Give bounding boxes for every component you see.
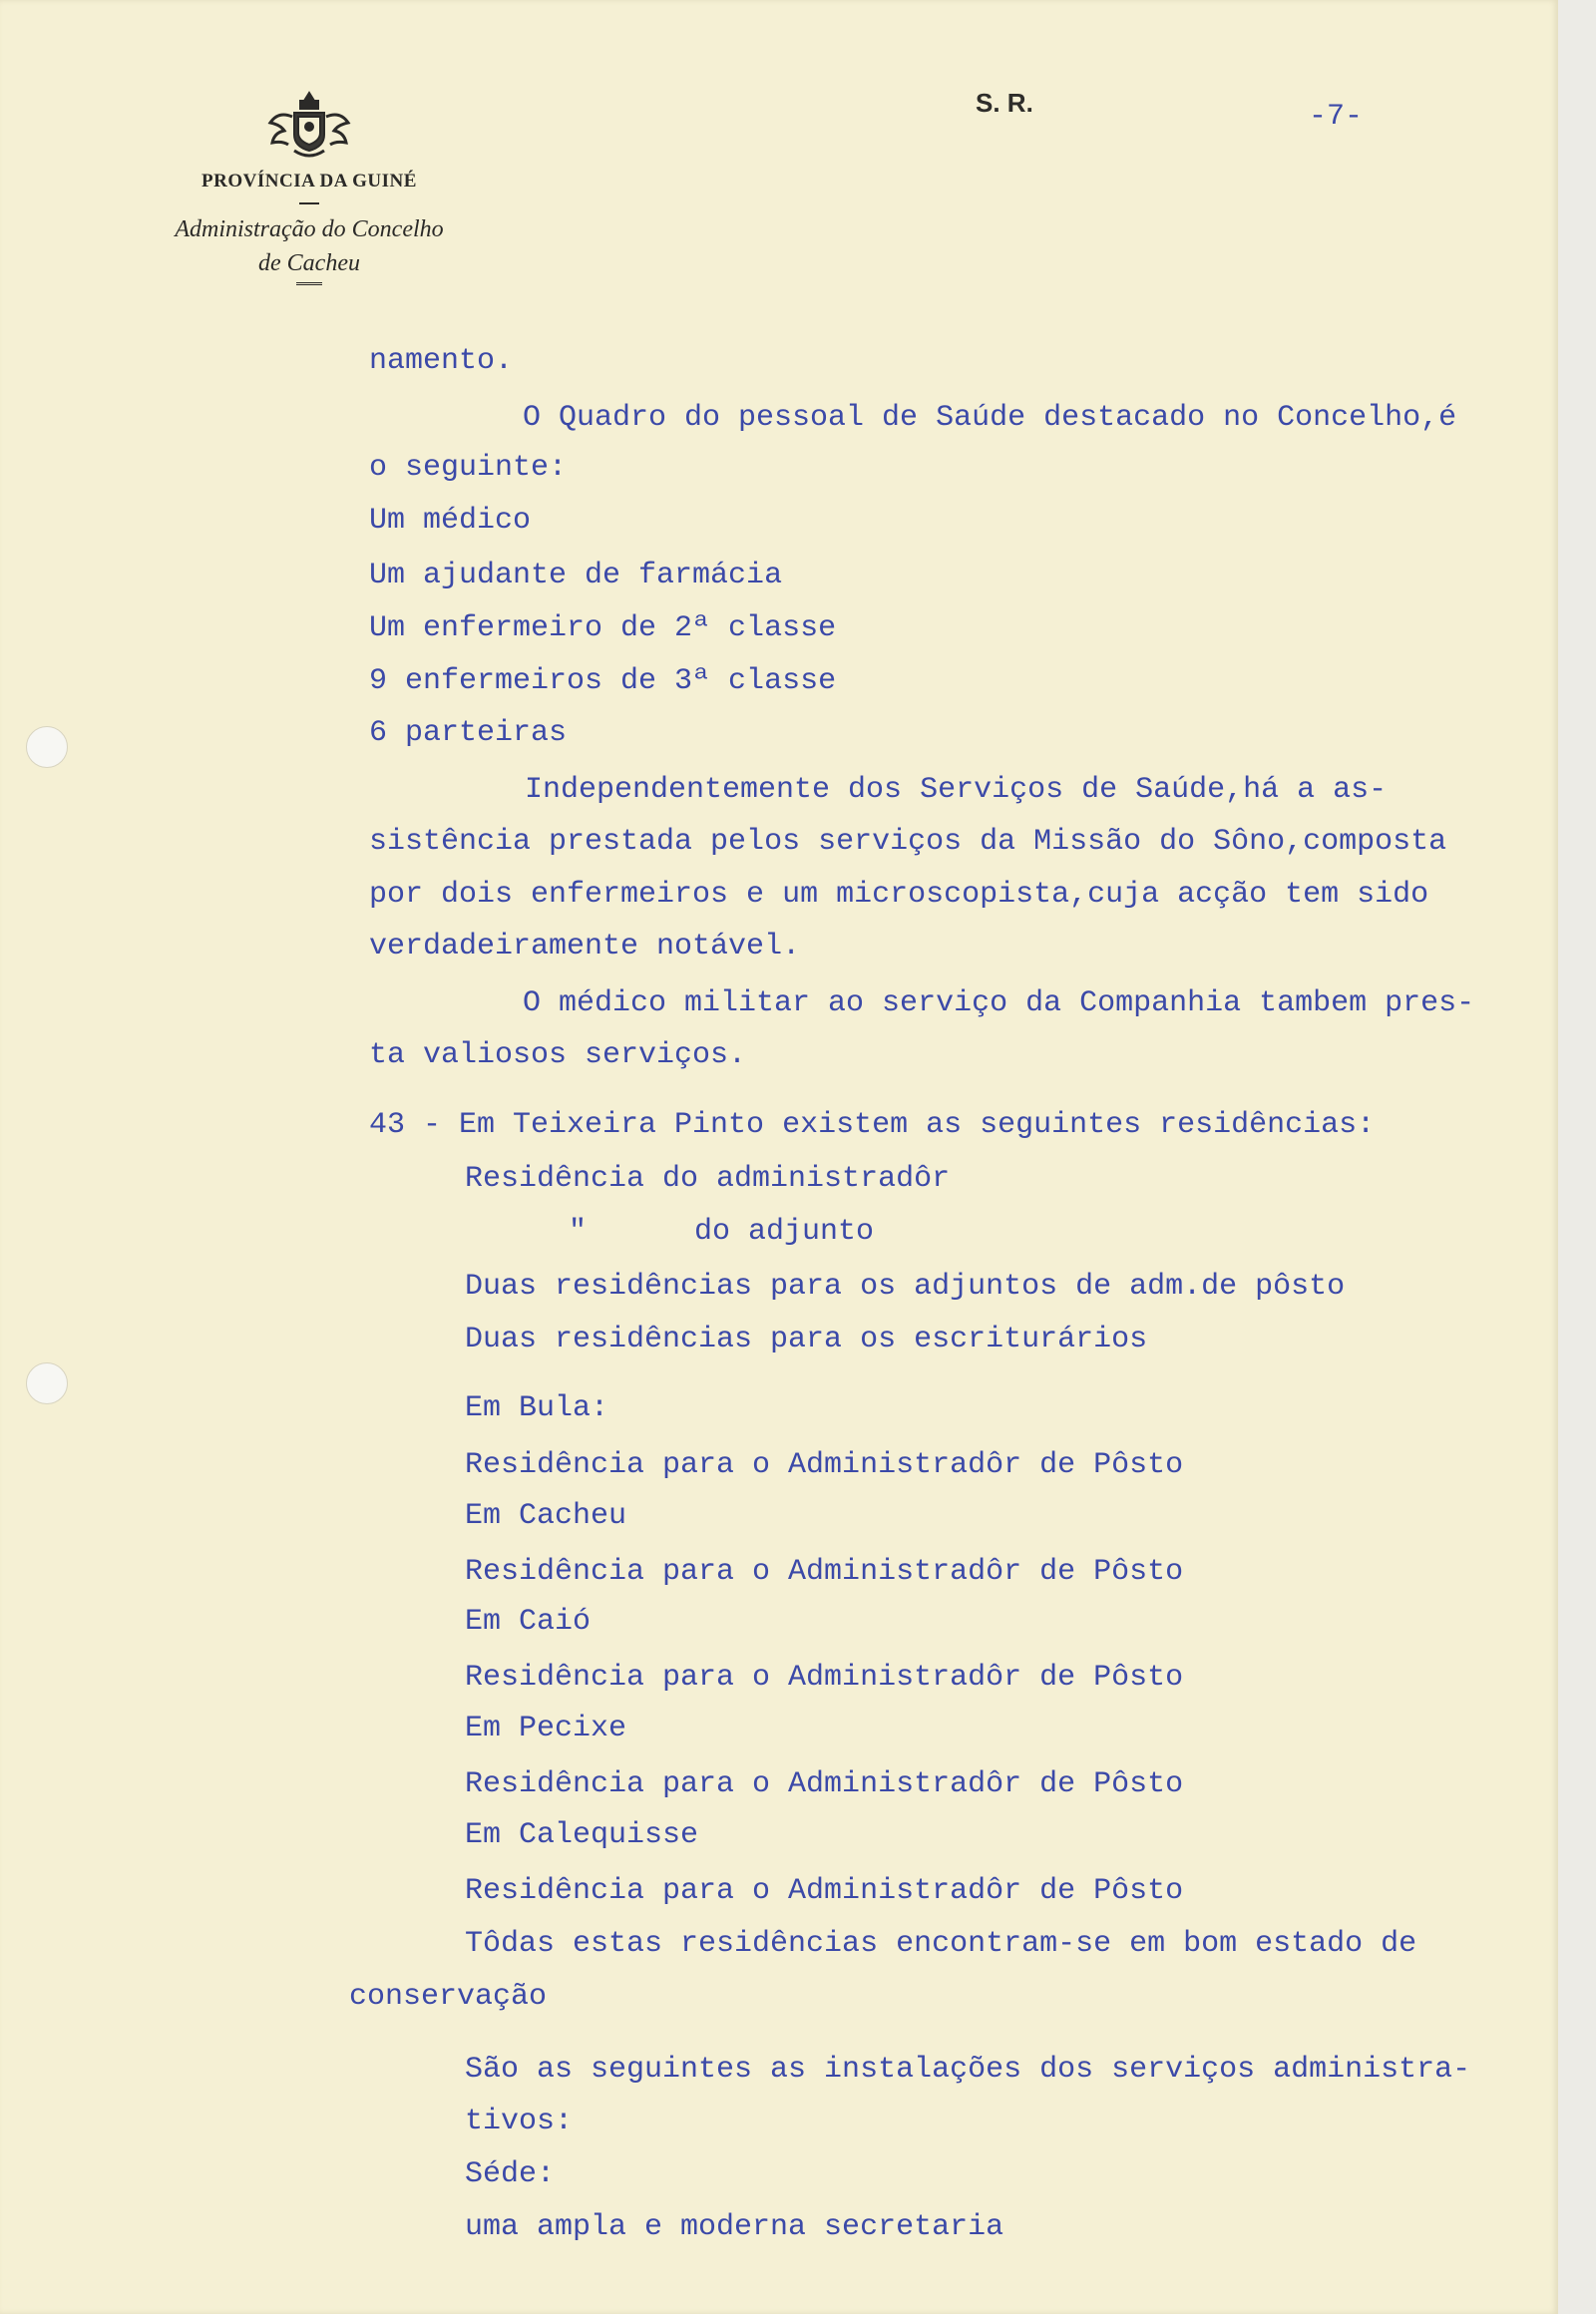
divider <box>299 202 319 204</box>
text-line: Independentemente dos Serviços de Saúde,há a as- <box>525 773 1388 807</box>
text-line: 6 parteiras <box>369 716 568 750</box>
letterhead <box>140 85 479 288</box>
text-line: São as seguintes as instalações dos serviços administra- <box>465 2053 1471 2087</box>
text-line: 9 enfermeiros de 3ª classe <box>369 664 837 698</box>
punch-hole-top <box>26 726 68 768</box>
text-line: 43 - Em Teixeira Pinto existem as seguintes residências: <box>369 1108 1376 1142</box>
classification-mark: S. R. <box>976 88 1033 118</box>
text-line: " do adjunto <box>569 1215 875 1249</box>
text-line: namento. <box>369 344 514 378</box>
text-line: o seguinte: <box>369 451 568 485</box>
text-line: Em Calequisse <box>465 1818 699 1852</box>
text-line: Um enfermeiro de 2ª classe <box>369 611 837 645</box>
text-line: Residência para o Administradôr de Pôsto <box>465 1555 1184 1589</box>
text-line: Residência para o Administradôr de Pôsto <box>465 1874 1184 1908</box>
text-line: Em Caió <box>465 1605 592 1639</box>
text-line: Duas residências para os adjuntos de adm.de pôsto <box>465 1270 1346 1304</box>
text-line: Séde: <box>465 2157 556 2191</box>
text-line: por dois enfermeiros e um microscopista,cuja acção tem sido <box>369 878 1429 912</box>
text-line: O médico militar ao serviço da Companhia tambem pres- <box>523 986 1475 1020</box>
text-line: ta valiosos serviços. <box>369 1038 747 1072</box>
text-line: O Quadro do pessoal de Saúde destacado no Concelho,é <box>523 401 1457 435</box>
coat-of-arms-icon <box>264 85 354 165</box>
text-line: uma ampla e moderna secretaria <box>465 2210 1004 2244</box>
text-line: Um médico <box>369 504 532 538</box>
text-line: Residência para o Administradôr de Pôsto <box>465 1661 1184 1695</box>
text-line: sistência prestada pelos serviços da Missão do Sôno,composta <box>369 825 1447 859</box>
double-rule <box>296 282 322 288</box>
text-line: Tôdas estas residências encontram-se em bom estado de <box>465 1927 1417 1961</box>
punch-hole-bottom <box>26 1362 68 1404</box>
text-line: Residência do administradôr <box>465 1162 951 1196</box>
province-name: PROVÍNCIA DA GUINÉ <box>201 171 417 192</box>
page-number: -7- <box>1309 100 1364 134</box>
text-line: Residência para o Administradôr de Pôsto <box>465 1448 1184 1482</box>
administration-line-1: Administração do Concelho <box>175 216 444 242</box>
text-line: Um ajudante de farmácia <box>369 559 783 592</box>
text-line: tivos: <box>465 2105 574 2138</box>
text-line: Em Pecixe <box>465 1712 627 1745</box>
text-line: verdadeiramente notável. <box>369 930 801 964</box>
text-line: Em Bula: <box>465 1391 609 1425</box>
text-line: Em Cacheu <box>465 1499 627 1533</box>
administration-line-2: de Cacheu <box>258 250 360 276</box>
text-line: conservação <box>349 1980 548 2014</box>
text-line: Residência para o Administradôr de Pôsto <box>465 1767 1184 1801</box>
text-line: Duas residências para os escriturários <box>465 1323 1148 1356</box>
